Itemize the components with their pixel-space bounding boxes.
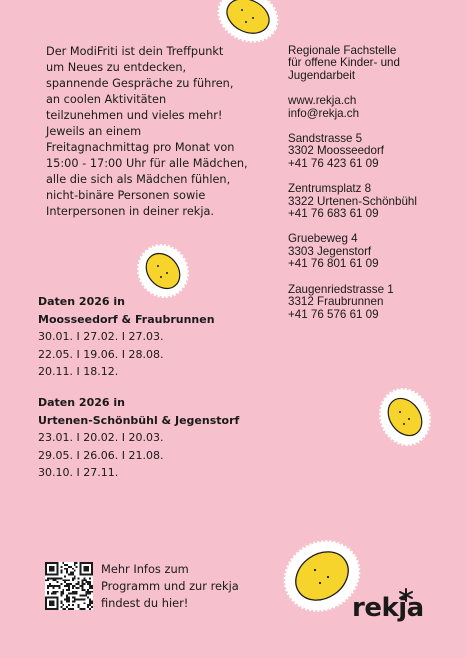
phone-number[interactable]: +41 76 576 61 09 bbox=[288, 307, 379, 321]
dates-row: 30.01. I 27.02. I 27.03. bbox=[38, 330, 164, 343]
dates-row: 30.10. I 27.11. bbox=[38, 466, 119, 479]
location-address: Zentrumsplatz 8 3322 Urtenen-Schönbühl +41 76 683 61 09 bbox=[288, 183, 458, 220]
location-address: Sandstrasse 5 3302 Moosseedorf +41 76 423 61 09 bbox=[288, 133, 458, 170]
intro-line: Jeweils an einem bbox=[46, 125, 142, 138]
dates-urtenen-jegenstorf bbox=[38, 394, 268, 482]
dates-heading: Daten 2026 in bbox=[38, 295, 125, 308]
phone-number[interactable]: +41 76 423 61 09 bbox=[288, 156, 379, 170]
organisation-name: Regionale Fachstelle für offene Kinder- und Jugendarbeit bbox=[288, 44, 400, 82]
location-address: Gruebeweg 4 3303 Jegenstorf +41 76 801 61 09 bbox=[288, 233, 458, 270]
more-info-text: Mehr Infos zum Programm und zur rekja findest du hier! bbox=[101, 562, 239, 610]
lemon-icon bbox=[213, 0, 283, 48]
intro-line: teilzunehmen und vieles mehr! bbox=[46, 109, 223, 122]
intro-line: Freitagnachmittag pro Monat von bbox=[46, 141, 235, 154]
dates-heading: Moosseedorf & Fraubrunnen bbox=[38, 312, 215, 326]
dates-row: 20.11. I 18.12. bbox=[38, 365, 119, 378]
phone-number[interactable]: +41 76 683 61 09 bbox=[288, 207, 379, 221]
intro-line: alle die sich als Mädchen fühlen, bbox=[46, 173, 231, 186]
intro-line: an coolen Aktivitäten bbox=[46, 93, 167, 106]
phone-number[interactable]: +41 76 801 61 09 bbox=[288, 257, 379, 271]
intro-line: um Neues zu entdecken, bbox=[46, 61, 187, 74]
dates-heading: Daten 2026 in bbox=[38, 396, 125, 409]
dates-row: 22.05. I 19.06. I 28.08. bbox=[38, 347, 164, 361]
location-address: Zaugenriedstrasse 1 3312 Fraubrunnen +41 76 576 61 09 bbox=[288, 284, 458, 321]
email-link[interactable]: info@rekja.ch bbox=[288, 106, 360, 120]
rekja-logo: rekja bbox=[352, 593, 424, 623]
intro-line: spannende Gespräche zu führen, bbox=[46, 77, 234, 90]
qr-code-icon[interactable] bbox=[45, 562, 93, 610]
contact-info bbox=[288, 45, 458, 334]
dates-row: 29.05. I 26.06. I 21.08. bbox=[38, 448, 164, 462]
intro-line: Interpersonen in deiner rekja. bbox=[46, 205, 214, 218]
lemon-icon bbox=[134, 242, 192, 300]
web-contact bbox=[288, 95, 458, 120]
dates-row: 23.01. I 20.02. I 20.03. bbox=[38, 431, 164, 444]
intro-text bbox=[46, 44, 272, 220]
intro-line: nicht-binäre Personen sowie bbox=[46, 189, 206, 202]
intro-line: Der ModiFriti ist dein Treffpunkt bbox=[46, 45, 224, 58]
dates-heading: Urtenen-Schönbühl & Jegenstorf bbox=[38, 413, 240, 427]
intro-line: 15:00 - 17:00 Uhr für alle Mädchen, bbox=[46, 157, 248, 170]
website-link[interactable]: www.rekja.ch bbox=[288, 94, 357, 108]
dates-moosseedorf-fraubrunnen bbox=[38, 293, 268, 381]
lemon-icon bbox=[376, 386, 434, 448]
